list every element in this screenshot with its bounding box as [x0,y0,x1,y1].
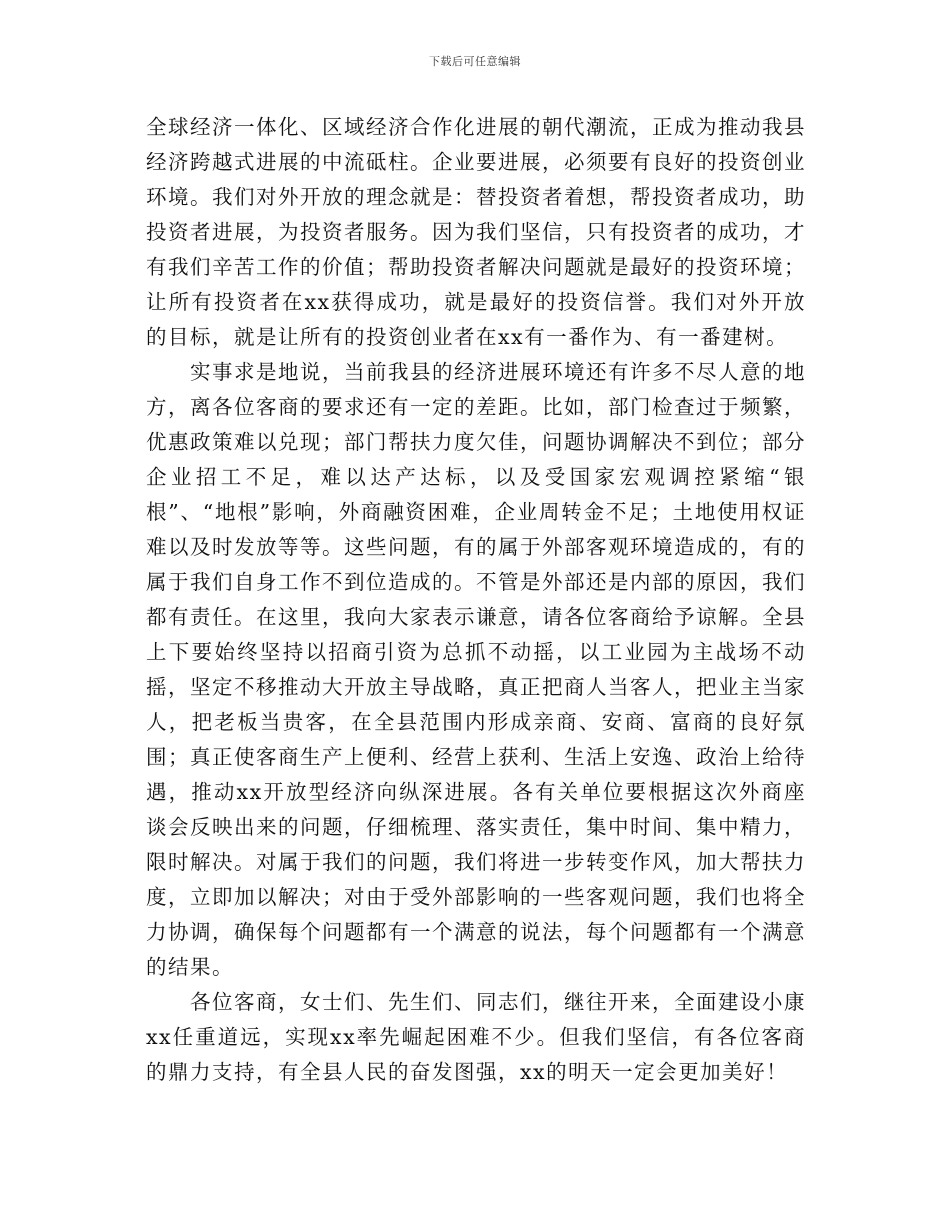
paragraph-1: 全球经济一体化、区域经济合作化进展的朝代潮流，正成为推动我县经济跨越式进展的中流砥柱。企业要进展，必须要有良好的投资创业环境。我们对外开放的理念就是：替投资者着想，帮投资者成功，助投资者进展，为投资者服务。因为我们坚信，只有投资者的成功，才有我们辛苦工作的价值；帮助投资者解决问题就是最好的投资环境；让所有投资者在xx获得成功，就是最好的投资信誉。我们对外开放的目标，就是让所有的投资创业者在xx有一番作为、有一番建树。 [146,115,806,349]
paragraph-2: 实事求是地说，当前我县的经济进展环境还有许多不尽人意的地方，离各位客商的要求还有一定的差距。比如，部门检查过于频繁，优惠政策难以兑现；部门帮扶力度欠佳，问题协调解决不到位；部分企业招工不足，难以达产达标，以及受国家宏观调控紧缩“银根”、“地根”影响，外商融资困难，企业周转金不足；土地使用权证难以及时发放等等。这些问题，有的属于外部客观环境造成的，有的属于我们自身工作不到位造成的。不管是外部还是内部的原因，我们都有责任。在这里，我向大家表示谦意，请各位客商给予谅解。全县上下要始终坚持以招商引资为总抓不动摇，以工业园为主战场不动摇，坚定不移推动大开放主导战略，真正把商人当客人，把业主当家人，把老板当贵客，在全县范围内形成亲商、安商、富商的良好氛围；真正使客商生产上便利、经营上获利、生活上安逸、政治上给待遇，推动xx开放型经济向纵深进展。各有关单位要根据这次外商座谈会反映出来的问题，仔细梳理、落实责任，集中时间、集中精力，限时解决。对属于我们的问题，我们将进一步转变作风，加大帮扶力度，立即加以解决；对由于受外部影响的一些客观问题，我们也将全力协调，确保每个问题都有一个满意的说法，每个问题都有一个满意的结果。 [146,360,806,979]
paragraph-3: 各位客商，女士们、先生们、同志们，继往开来，全面建设小康xx任重道远，实现xx率先崛起困难不少。但我们坚信，有各位客商的鼎力支持，有全县人民的奋发图强，xx的明天一定会更加美好！ [146,990,806,1084]
document-body [146,110,806,1090]
page-header: 下载后可任意编辑 [429,55,521,68]
